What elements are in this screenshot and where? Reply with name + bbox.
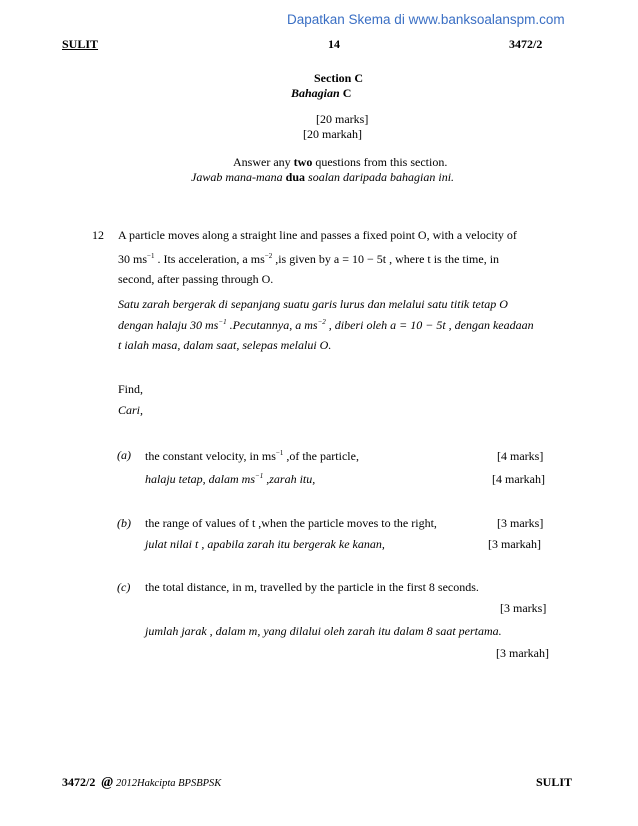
part-b-marks-en: [3 marks] (497, 516, 544, 530)
instruction-en: Answer any two questions from this section. (233, 155, 448, 169)
part-b-en: the range of values of t ,when the particle moves to the right, (145, 516, 437, 530)
part-a-marks-ms: [4 markah] (492, 472, 545, 486)
section-title-ms: Bahagian C (291, 86, 352, 100)
question-ms-line-3: t ialah masa, dalam saat, selepas melalui O. (118, 338, 332, 352)
part-a-en: the constant velocity, in $ms^{-1}$ ,of the particle, (145, 449, 359, 463)
part-c-label: (c) (117, 580, 131, 594)
footer-sulit: SULIT (536, 775, 573, 789)
question-en-line-3: second, after passing through O. (118, 272, 274, 286)
part-a-marks-en: [4 marks] (497, 449, 544, 463)
part-c-ms: jumlah jarak , dalam m, yang dilalui oleh zarah itu dalam 8 saat pertama. (145, 624, 502, 638)
part-c-marks-ms: [3 markah] (496, 646, 549, 660)
question-ms-line-1: Satu zarah bergerak di sepanjang suatu garis lurus dan melalui satu titik tetap O (118, 297, 508, 311)
find-en: Find, (118, 382, 144, 396)
part-b-label: (b) (117, 516, 131, 530)
find-ms: Cari, (118, 403, 144, 417)
watermark-text: Dapatkan Skema di www.banksoalanspm.com (287, 12, 565, 27)
section-title-en: Section C (314, 71, 363, 85)
section-marks-ms: [20 markah] (303, 127, 362, 141)
question-number: 12 (92, 228, 104, 242)
question-en-line-1: A particle moves along a straight line and passes a fixed point O, with a velocity of (118, 228, 517, 242)
header-paper-code: 3472/2 (509, 37, 543, 51)
part-b-marks-ms: [3 markah] (488, 537, 541, 551)
header-page-number: 14 (328, 37, 340, 51)
instruction-ms: Jawab mana-mana dua soalan daripada bahagian ini. (191, 170, 455, 184)
question-en-line-2: 30 $ms^{-1}$ . Its acceleration, a $ms^{-2}$ ,is given by a = 10 − 5t , where t is the time, in (118, 252, 500, 266)
section-marks-en: [20 marks] (316, 112, 369, 126)
part-b-ms: julat nilai t , apabila zarah itu bergerak ke kanan, (145, 537, 385, 551)
part-a-label: (a) (117, 448, 131, 462)
footer-left: 3472/2 @ 2012Hakcipta BPSBPSK (62, 775, 222, 790)
part-c-marks-en: [3 marks] (500, 601, 547, 615)
header-sulit: SULIT (62, 37, 99, 51)
part-c-en: the total distance, in m, travelled by the particle in the first 8 seconds. (145, 580, 479, 594)
question-ms-line-2: dengan halaju 30 $ms^{-1}$ .Pecutannya, a $ms^{-2}$ , diberi oleh a = 10 − 5t , dengan keadaan (118, 318, 534, 332)
part-a-ms: halaju tetap, dalam $ms^{-1}$ ,zarah itu, (145, 472, 316, 486)
